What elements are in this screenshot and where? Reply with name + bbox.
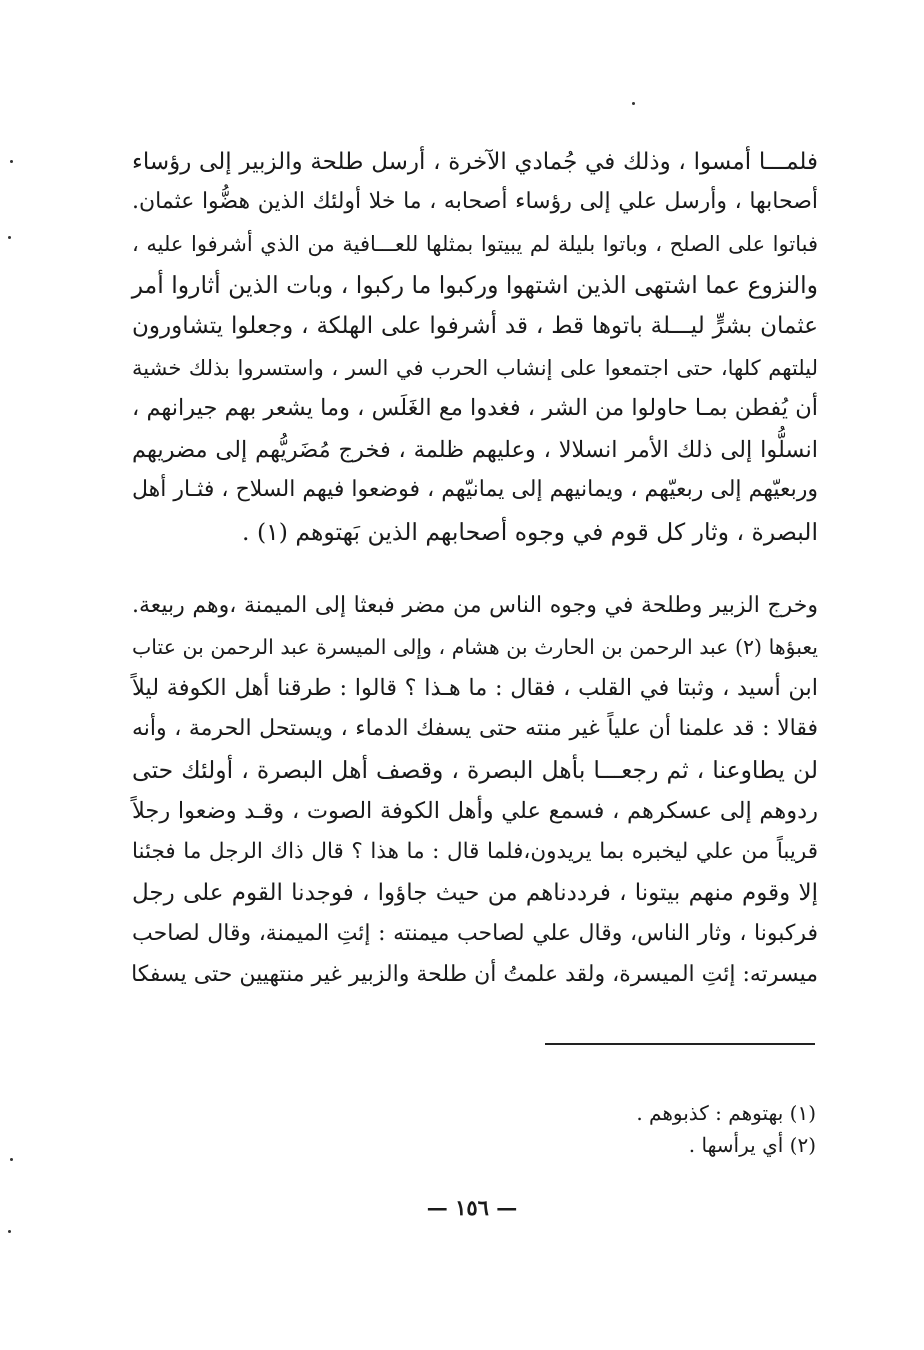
text-line: فلمـــا أمسوا ، وذلك في جُمادي الآخرة ، أرسل طلحة والزبير إلى رؤساء [132,149,818,175]
text-line: وخرج الزبير وطلحة في وجوه الناس من مضر فبعثا إلى الميمنة ،وهم ربيعة. [132,593,818,618]
text-line: ابن أسيد ، وثبتا في القلب ، فقال : ما هـذا ؟ قالوا : طرقنا أهل الكوفة ليلاً [132,675,818,701]
footnote-separator [545,1043,815,1045]
text-line: أصحابها ، وأرسل علي إلى رؤساء أصحابه ، ما خلا أولئك الذين هضُّوا عثمان. [132,189,818,214]
text-line: وربعيّهم إلى ربعيّهم ، ويمانيهم إلى يمانيّهم ، فوضعوا فيهم السلاح ، فثـار أهل [132,477,818,502]
text-line: لن يطاوعنا ، ثم رجعـــا بأهل البصرة ، وقصف أهل البصرة ، أولئك حتى [132,756,818,784]
text-line: ليلتهم كلها، حتى اجتمعوا على إنشاب الحرب في السر ، واستسروا بذلك خشية [132,356,818,380]
text-line: والنزوع عما اشتهى الذين اشتهوا وركبوا ما ركبوا ، وبات الذين أثاروا أمر [131,271,818,299]
text-line: يعبؤها (٢) عبد الرحمن بن الحارث بن هشام ، وإلى الميسرة عبد الرحمن بن عتاب [132,635,818,659]
scan-speck [632,102,635,105]
footnote-1: (١) بهتوهم : كذبوهم . [636,1101,816,1125]
text-line: أن يُفطن بمـا حاولوا من الشر ، فغدوا مع الغَلَس ، وما يشعر بهم جيرانهم ، [132,395,818,421]
text-line: ميسرته: إئتِ الميسرة، ولقد علمتُ أن طلحة والزبير غير منتهيين حتى يسفكا [131,962,818,987]
text-line: قريباً من علي ليخبره بما يريدون،فلما قال : ما هذا ؟ قال ذاك الرجل ما فجئنا [132,839,818,864]
scan-speck [10,160,13,163]
text-line: انسلُّوا إلى ذلك الأمر انسلالا ، وعليهم ظلمة ، فخرج مُضَريُّهم إلى مضريهم [132,437,818,463]
text-line: فركبونا ، وثار الناس، وقال علي لصاحب ميمنته : إئتِ الميمنة، وقال لصاحب [132,921,818,946]
text-line: فقالا : قد علمنا أن علياً غير منته حتى يسفك الدماء ، ويستحل الحرمة ، وأنه [132,716,818,741]
scan-speck [8,1230,11,1233]
text-line: إلا وقوم منهم بيتونا ، فرددناهم من حيث جاؤوا ، فوجدنا القوم على رجل [132,880,818,906]
text-line: ردوهم إلى عسكرهم ، فسمع علي وأهل الكوفة الصوت ، وقـد وضعوا رجلاً [132,798,818,824]
text-line: فباتوا على الصلح ، وباتوا بليلة لم يبيتوا بمثلها للعـــافية من الذي أشرفوا عليه ، [132,232,818,256]
scan-speck [10,1158,13,1161]
text-line: عثمان بشرٍّ ليـــلة باتوها قط ، قد أشرفوا على الهلكة ، وجعلوا يتشاورون [132,313,818,339]
scan-speck [8,236,11,239]
text-line: البصرة ، وثار كل قوم في وجوه أصحابهم الذين بَهتوهم (١) . [242,518,818,546]
footnote-2: (٢) أي يرأسها . [688,1133,816,1157]
page-number: — ١٥٦ — [426,1195,518,1220]
